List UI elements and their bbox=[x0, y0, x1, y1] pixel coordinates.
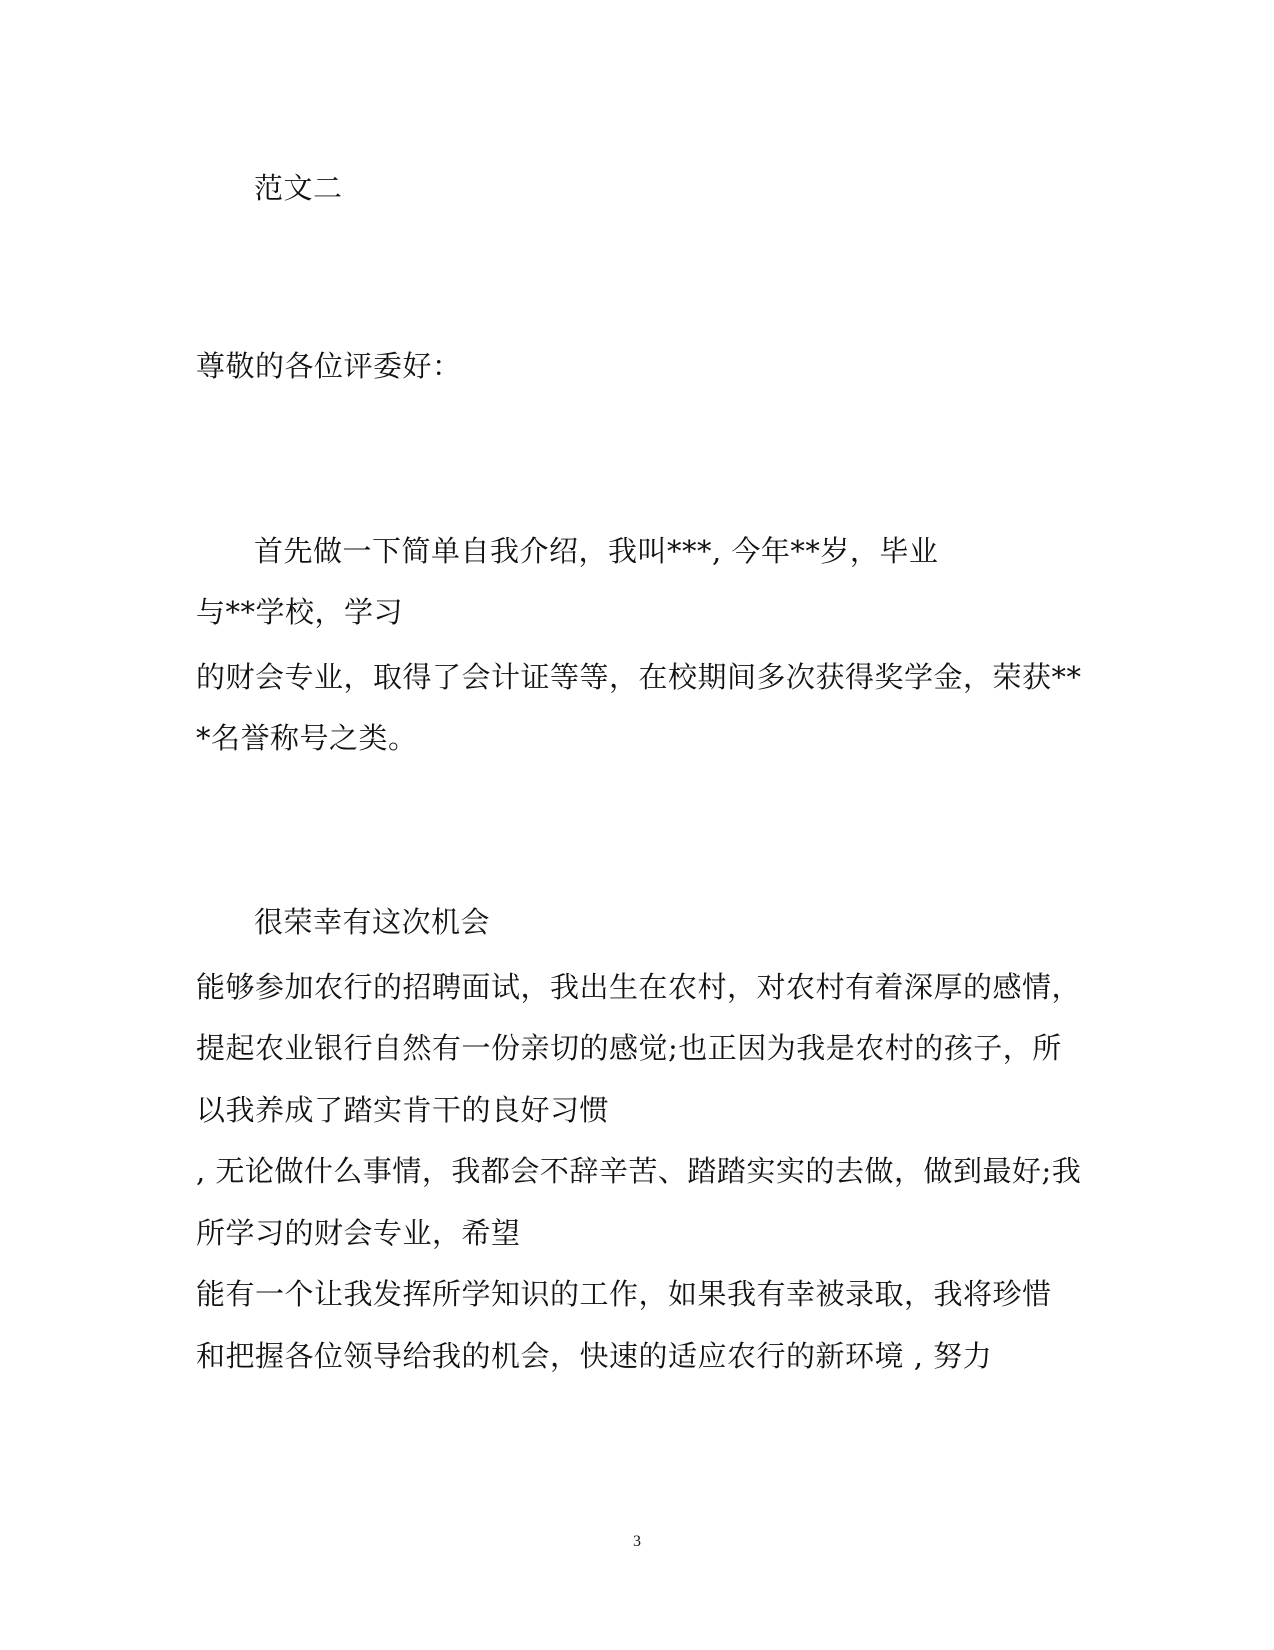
paragraph-2-line-2: 能够参加农行的招聘面试，我出生在农村，对农村有着深厚的感情， bbox=[196, 970, 1082, 1004]
paragraph-1-line-2: 与**学校，学习 bbox=[196, 595, 404, 629]
paragraph-2-line-8: 和把握各位领导给我的机会，快速的适应农行的新环境 , 努力 bbox=[196, 1339, 993, 1373]
salutation: 尊敬的各位评委好： bbox=[196, 349, 462, 383]
paragraph-2-line-4: 以我养成了踏实肯干的良好习惯 bbox=[196, 1093, 610, 1127]
page-number: 3 bbox=[633, 1533, 641, 1550]
paragraph-2-line-3: 提起农业银行自然有一份亲切的感觉;也正因为我是农村的孩子，所 bbox=[196, 1031, 1062, 1065]
paragraph-2-line-7: 能有一个让我发挥所学知识的工作，如果我有幸被录取，我将珍惜 bbox=[196, 1277, 1052, 1311]
paragraph-1-line-4: *名誉称号之类。 bbox=[196, 721, 418, 755]
section-heading: 范文二 bbox=[254, 171, 343, 205]
paragraph-1-line-3: 的财会专业，取得了会计证等等，在校期间多次获得奖学金，荣获** bbox=[196, 660, 1082, 694]
paragraph-2-line-6: 所学习的财会专业，希望 bbox=[196, 1216, 521, 1250]
paragraph-1-line-1: 首先做一下简单自我介绍，我叫***, 今年**岁，毕业 bbox=[254, 534, 939, 568]
paragraph-2-line-5: , 无论做什么事情，我都会不辞辛苦、踏踏实实的去做，做到最好;我 bbox=[196, 1154, 1082, 1188]
paragraph-2-line-1: 很荣幸有这次机会 bbox=[254, 905, 491, 939]
